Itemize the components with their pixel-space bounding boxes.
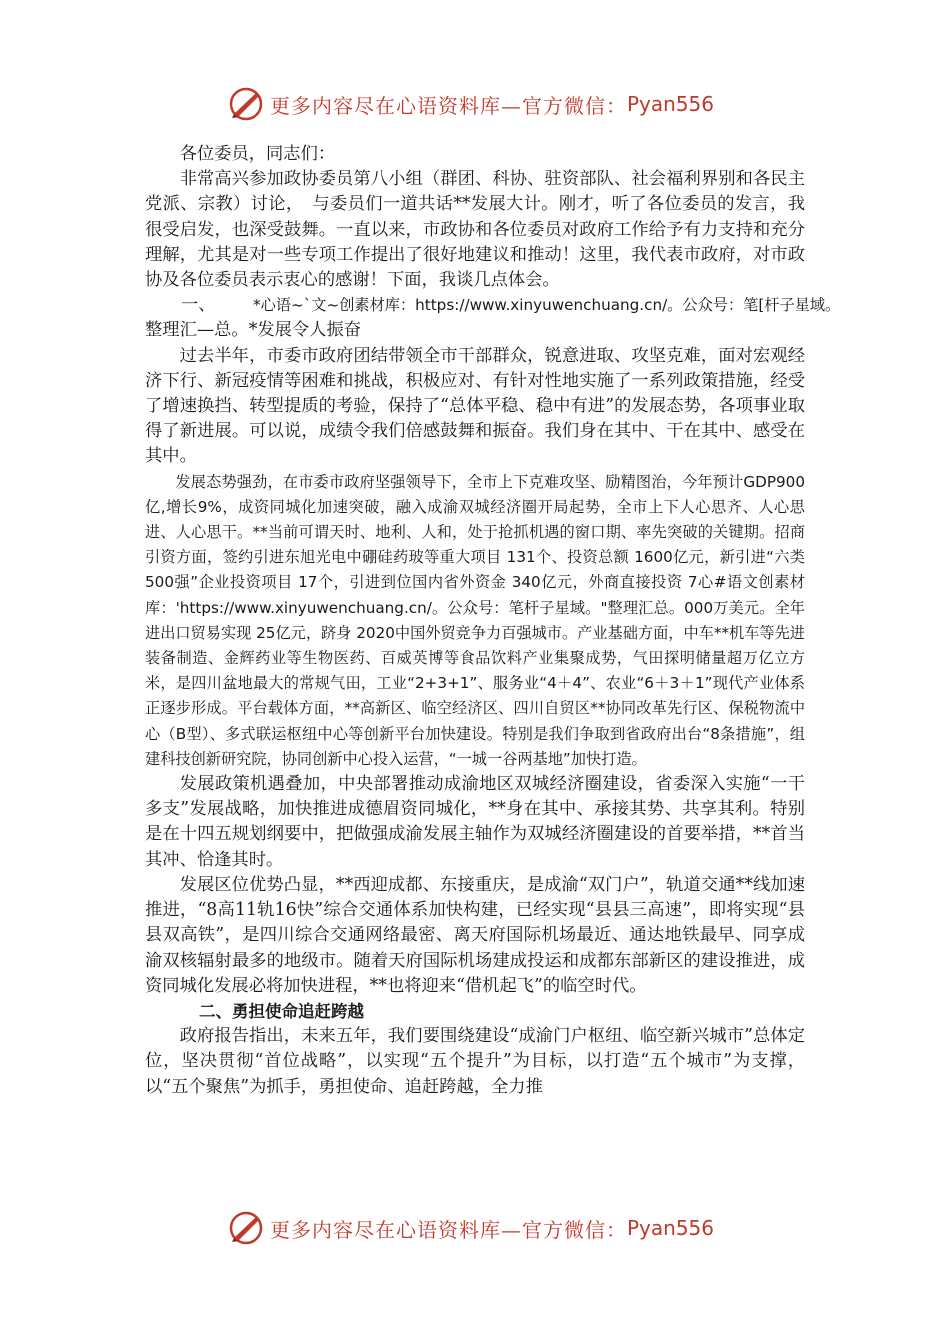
banner-text: 更多内容尽在心语资料库—官方微信： [270,1217,627,1242]
paragraph-report: 政府报告指出，未来五年，我们要围绕建设“成渝门户枢纽、临空新兴城市”总体定位，坚决贯彻“首位战略”，以实现“五个提升”为目标，以打造“五个城市”为支撑，以“五个聚焦”为抓手，勇担使命、追赶跨越，全力推 [145,1026,805,1097]
paragraph-momentum: 发展态势强劲，在市委市政府坚强领导下，全市上下克难攻坚、励精图治，今年预计GDP900亿,增长9%，成资同城化加速突破，融入成渝双城经济圈开局起势，全市上下人心思齐、人心思进、人心思干。**当前可谓天时、地利、人和，处于抢抓机遇的窗口期、率先突破的关键期。招商引资方面，签约引进东旭光电中硼硅药玻等重大项目 131个、投资总额 1600亿元，新引进“六类 500强”企业投资项目 17个，引进到位国内省外资金 340亿元，外商直接投资 7心#语文创素材库：'https://www.xinyuwenchuang.cn/。公众号：笔杆子星域。"整理汇总。000万美元。全年进出口贸易实现 25亿元，跻身 2020中国外贸竞争力百强城市。产业基础方面，中车**机车等先进装备制造、金辉药业等生物医药、百威英博等食品饮料产业集聚成势，气田探明储量超万亿立方米，是四川盆地最大的常规气田，工业“2+3+1”、服务业“4＋4”、农业“6＋3＋1”现代产业体系正逐步形成。平台载体方面，**高新区、临空经济区、四川自贸区**协同改革先行区、保税物流中心（B型）、多式联运枢纽中心等创新平台加快建设。特别是我们争取到省政府出台“8条措施”，组建科技创新研究院，协同创新中心投入运营，“一城一谷两基地”加快打造。 [145,472,805,768]
greeting: 各位委员，同志们： [179,144,336,164]
paragraph-policy: 发展政策机遇叠加，中央部署推动成渝地区双城经济圈建设，省委深入实施“一干多支”发展战略，加快推进成德眉资同城化，**身在其中、承接其势、共享其利。特别是在十四五规划纲要中，把做强成渝发展主轴作为双城经济圈建设的首要举措，**首当其冲、恰逢其时。 [145,774,805,870]
pen-logo-icon [226,84,266,124]
paragraph-first-half: 过去半年，市委市政府团结带领全市干部群众，锐意进取、攻坚克难，面对宏观经济下行、新冠疫情等困难和挑战，积极应对、有针对性地实施了一系列政策措施，经受了增速换挡、转型提质的考验，保持了“总体平稳、稳中有进”的发展态势，各项事业取得了新进展。可以说，成绩令我们倍感鼓舞和振奋。我们身在其中、干在其中、感受在其中。 [145,345,805,467]
banner-wechat-id: Pyan556 [627,1216,715,1240]
pen-logo-icon [226,1208,266,1248]
footer-watermark-banner [226,1206,714,1250]
section-one-line1: *心语~`文~创素材库：https://www.xinyuwenchuang.cn/。公众号：笔[杆子星域。 [253,296,841,315]
document-body [145,142,841,1100]
paragraph-location: 发展区位优势凸显，**西迎成都、东接重庆，是成渝“双门户”，轨道交通**线加速推进，“8高11轨16快”综合交通体系加快构建，已经实现“县县三高速”，即将实现“县县双高铁”，是四川综合交通网络最密、离天府国际机场最近、通达地铁最早、同享成渝双核辐射最多的地级市。随着天府国际机场建成投运和成都东部新区的建设推进，成资同城化发展必将加快进程，**也将迎来“借机起飞”的临空时代。 [145,874,805,996]
section-one-number: 一、 [181,295,216,316]
section-one-line2: 整理汇—总。*发展令人振奋 [145,320,362,341]
section-two-heading: 二、勇担使命追赶跨越 [199,1001,364,1021]
banner-text: 更多内容尽在心语资料库—官方微信： [270,93,627,118]
paragraph-intro: 非常高兴参加政协委员第八小组（群团、科协、驻资部队、社会福利界别和各民主党派、宗教）讨论， 与委员们一道共话**发展大计。刚才，听了各位委员的发言，我很受启发，也深受鼓舞。一直以来，市政协和各位委员对政府工作给予有力支持和充分理解，尤其是对一些专项工作提出了很好地建议和推动！这里，我代表市政府，对市政协及各位委员表示衷心的感谢！下面，我谈几点体会。 [145,169,805,291]
header-watermark-banner [226,82,714,126]
banner-wechat-id: Pyan556 [627,92,715,116]
section-one-heading [145,293,841,343]
